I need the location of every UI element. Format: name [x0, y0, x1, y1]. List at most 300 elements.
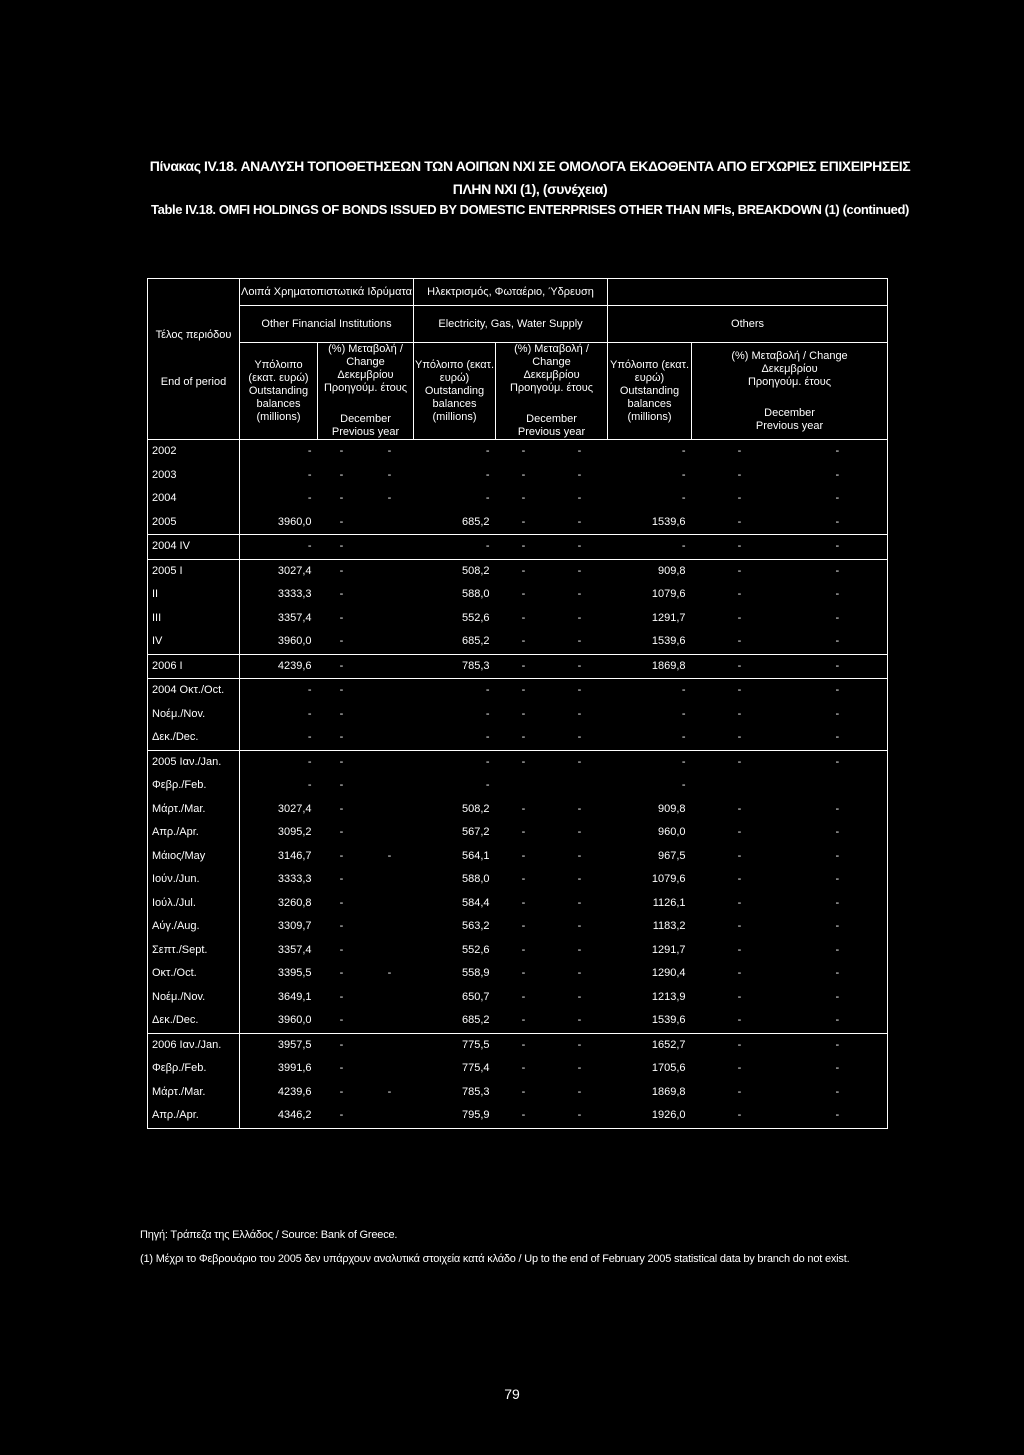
cell-outstanding: 3649,1 [240, 986, 318, 1010]
cell-outstanding: - [681, 492, 686, 505]
cell-change: - [737, 849, 742, 862]
table-row [148, 583, 888, 607]
cell-outstanding: 785,3 [414, 654, 496, 679]
cell-change: - [788, 1104, 888, 1128]
cell-change [366, 535, 414, 560]
cell-change: - [577, 990, 582, 1003]
cell-change: - [788, 654, 888, 679]
cell-outstanding: 584,4 [461, 896, 490, 909]
cell-change: - [692, 750, 788, 774]
table-row [148, 703, 888, 727]
cell-change: - [692, 1033, 788, 1057]
cell-change: - [737, 468, 742, 481]
cell-change: - [521, 826, 526, 839]
cell-change: - [788, 511, 888, 535]
row-period: III [148, 607, 240, 631]
cell-change: - [737, 990, 742, 1003]
cell-change: - [387, 849, 392, 862]
cell-outstanding: - [681, 468, 686, 481]
cell-change: - [339, 1085, 344, 1098]
cell-change: - [521, 731, 526, 744]
cell-change [366, 1057, 414, 1081]
cell-change: - [692, 535, 788, 560]
cell-change: - [521, 1062, 526, 1075]
cell-change: - [737, 588, 742, 601]
cell-outstanding: 1291,7 [651, 943, 686, 956]
cell-outstanding: 564,1 [461, 849, 490, 862]
cell-change: - [788, 487, 888, 511]
cell-outstanding: 3960,0 [240, 630, 318, 654]
table-row [148, 559, 888, 583]
row-period: 2004 IV [148, 535, 240, 560]
cell-outstanding: 552,6 [461, 943, 490, 956]
cell-change: - [387, 468, 392, 481]
cell-change: - [339, 873, 344, 886]
cell-change: - [339, 849, 344, 862]
cell-outstanding: 3260,8 [240, 892, 318, 916]
cell-change: - [788, 1033, 888, 1057]
cell-outstanding: 1705,6 [651, 1062, 686, 1075]
cell-outstanding: - [681, 731, 686, 744]
cell-outstanding: 508,2 [414, 559, 496, 583]
cell-outstanding: 1290,4 [651, 967, 686, 980]
cell-change: - [521, 635, 526, 648]
cell-change [366, 679, 414, 703]
cell-change [366, 798, 414, 822]
outstanding-header-2: Υπόλοιπο (εκατ. ευρώ) Outstanding balances (millions) [414, 343, 496, 440]
cell-change: - [737, 967, 742, 980]
cell-change: - [521, 873, 526, 886]
cell-outstanding: - [240, 774, 318, 798]
row-period: Μάρτ./Mar. [148, 1081, 240, 1105]
cell-change: - [788, 821, 888, 845]
cell-change: - [318, 750, 366, 774]
cell-outstanding: 588,0 [461, 873, 490, 886]
cell-outstanding: 685,2 [461, 635, 490, 648]
cell-outstanding: 1183,2 [652, 920, 686, 933]
cell-outstanding: 1926,0 [608, 1104, 692, 1128]
table-body [148, 440, 888, 1129]
cell-outstanding: 588,0 [461, 588, 490, 601]
cell-outstanding: 795,9 [414, 1104, 496, 1128]
source-note: Πηγή: Τράπεζα της Ελλάδος / Source: Bank of Greece. [140, 1229, 398, 1241]
cell-change: - [339, 1014, 344, 1027]
table-row [148, 892, 888, 916]
cell-change [366, 986, 414, 1010]
cell-change: - [788, 1009, 888, 1033]
cell-change: - [737, 1014, 742, 1027]
table-row [148, 962, 888, 986]
cell-change: - [339, 635, 344, 648]
change-header-1: (%) Μεταβολή / Change Δεκεμβρίου Προηγούμ. έτους December Previous year [318, 343, 414, 440]
group-header-gr-2: Ηλεκτρισμός, Φωταέριο, Ύδρευση [414, 279, 608, 306]
cell-change: - [318, 1033, 366, 1057]
cell-change: - [737, 1085, 742, 1098]
cell-outstanding: 3309,7 [240, 915, 318, 939]
cell-change: - [552, 535, 608, 560]
cell-outstanding: 563,2 [461, 920, 490, 933]
cell-outstanding: - [240, 487, 318, 511]
row-period: 2006 Ιαν./Jan. [148, 1033, 240, 1057]
cell-change: - [318, 679, 366, 703]
cell-outstanding: 3095,2 [240, 821, 318, 845]
row-period: Ιούλ./Jul. [148, 892, 240, 916]
cell-outstanding: 3333,3 [240, 868, 318, 892]
row-period: Μάρτ./Mar. [148, 798, 240, 822]
cell-change: - [692, 559, 788, 583]
cell-change: - [339, 802, 344, 815]
row-period: 2004 Οκτ./Oct. [148, 679, 240, 703]
cell-change: - [496, 1104, 552, 1128]
cell-outstanding: - [240, 679, 318, 703]
cell-change [692, 774, 788, 798]
cell-outstanding: - [240, 535, 318, 560]
cell-change: - [496, 750, 552, 774]
table-row [148, 1057, 888, 1081]
table-row [148, 868, 888, 892]
cell-change [788, 774, 888, 798]
row-period: Απρ./Apr. [148, 1104, 240, 1128]
cell-change [366, 511, 414, 535]
cell-outstanding: 1869,8 [608, 654, 692, 679]
cell-change: - [496, 440, 552, 464]
cell-change: - [339, 492, 344, 505]
cell-change: - [788, 630, 888, 654]
cell-change: - [318, 654, 366, 679]
table-row [148, 1033, 888, 1057]
cell-change: - [737, 802, 742, 815]
cell-change: - [521, 967, 526, 980]
table-row [148, 535, 888, 560]
cell-outstanding: - [608, 440, 692, 464]
cell-change [366, 559, 414, 583]
cell-outstanding: 685,2 [461, 515, 490, 528]
cell-outstanding: 1539,6 [651, 515, 686, 528]
cell-outstanding: 508,2 [461, 802, 490, 815]
cell-change: - [339, 967, 344, 980]
cell-change [496, 774, 552, 798]
cell-outstanding: 3146,7 [240, 845, 318, 869]
cell-change: - [496, 679, 552, 703]
cell-change: - [577, 1085, 582, 1098]
group-header-en-2: Electricity, Gas, Water Supply [414, 306, 608, 343]
cell-change: - [521, 849, 526, 862]
cell-outstanding: - [485, 492, 490, 505]
cell-change: - [788, 750, 888, 774]
cell-change: - [339, 920, 344, 933]
cell-change [366, 868, 414, 892]
table-row [148, 1104, 888, 1128]
cell-change [366, 774, 414, 798]
holdings-table [147, 278, 887, 1129]
cell-change: - [318, 1104, 366, 1128]
cell-change: - [692, 440, 788, 464]
cell-outstanding: - [414, 750, 496, 774]
cell-change: - [577, 707, 582, 720]
table-row [148, 607, 888, 631]
outstanding-header-1: Υπόλοιπο (εκατ. ευρώ) Outstanding balances (millions) [240, 343, 318, 440]
row-period: Σεπτ./Sept. [148, 939, 240, 963]
group-header-en-1: Other Financial Institutions [240, 306, 414, 343]
cell-change: - [788, 440, 888, 464]
cell-change: - [577, 873, 582, 886]
table-row [148, 1081, 888, 1105]
cell-outstanding: - [608, 535, 692, 560]
cell-change: - [577, 943, 582, 956]
cell-change: - [339, 611, 344, 624]
table-row [148, 798, 888, 822]
cell-outstanding: 567,2 [461, 826, 490, 839]
cell-outstanding: 1291,7 [651, 611, 686, 624]
cell-outstanding: 4346,2 [240, 1104, 318, 1128]
cell-change: - [552, 1104, 608, 1128]
cell-change: - [577, 635, 582, 648]
cell-change: - [737, 896, 742, 909]
cell-change: - [521, 468, 526, 481]
cell-change: - [496, 535, 552, 560]
cell-outstanding: 4239,6 [240, 1081, 318, 1105]
cell-change: - [521, 920, 526, 933]
cell-change: - [737, 611, 742, 624]
cell-change: - [577, 802, 582, 815]
cell-change [366, 915, 414, 939]
cell-change: - [552, 440, 608, 464]
cell-outstanding: 4239,6 [240, 654, 318, 679]
cell-change: - [788, 703, 888, 727]
table-row [148, 750, 888, 774]
row-period: Φεβρ./Feb. [148, 774, 240, 798]
cell-change: - [339, 468, 344, 481]
row-period: Αύγ./Aug. [148, 915, 240, 939]
cell-change [366, 1033, 414, 1057]
cell-outstanding: - [240, 726, 318, 750]
row-period: IV [148, 630, 240, 654]
cell-outstanding: - [485, 468, 490, 481]
cell-outstanding: 3027,4 [240, 559, 318, 583]
cell-outstanding: 558,9 [461, 967, 490, 980]
cell-outstanding: 967,5 [657, 849, 686, 862]
cell-outstanding: 685,2 [461, 1014, 490, 1027]
table-row [148, 440, 888, 464]
cell-change: - [737, 943, 742, 956]
cell-outstanding: 1079,6 [651, 588, 686, 601]
cell-change: - [788, 1081, 888, 1105]
title-greek-line-1: Πίνακας IV.18. ΑΝΑΛΥΣΗ ΤΟΠΟΘΕΤΗΣΕΩΝ ΤΩΝ ΑΟΙΠΩΝ ΝΧΙ ΣΕ ΟΜΟΛΟΓΑ ΕΚΔΟΘΕΝΤΑ ΑΠΟ ΕΓΧΩΡΙΕΣ ΕΠΙΧΕΙΡΗΣΕΙΣ [149, 158, 911, 174]
cell-change [366, 630, 414, 654]
cell-outstanding: - [240, 464, 318, 488]
cell-change: - [339, 779, 344, 792]
cell-change: - [788, 583, 888, 607]
cell-outstanding: 1079,6 [651, 873, 686, 886]
table-row [148, 915, 888, 939]
cell-outstanding: 552,6 [461, 611, 490, 624]
cell-change: - [577, 1062, 582, 1075]
cell-outstanding: 775,5 [414, 1033, 496, 1057]
cell-change: - [577, 896, 582, 909]
cell-change: - [577, 731, 582, 744]
cell-outstanding: 1539,6 [651, 635, 686, 648]
cell-change: - [788, 464, 888, 488]
cell-change [366, 607, 414, 631]
cell-change: - [788, 726, 888, 750]
cell-outstanding: - [414, 535, 496, 560]
cell-change: - [577, 849, 582, 862]
cell-change: - [788, 962, 888, 986]
cell-change: - [339, 990, 344, 1003]
cell-change: - [788, 845, 888, 869]
cell-change: - [521, 1014, 526, 1027]
table-row [148, 774, 888, 798]
cell-change: - [339, 588, 344, 601]
cell-change: - [788, 915, 888, 939]
cell-change: - [521, 707, 526, 720]
cell-outstanding: 3991,6 [240, 1057, 318, 1081]
change-header-2: (%) Μεταβολή / Change Δεκεμβρίου Προηγούμ. έτους December Previous year [496, 343, 608, 440]
cell-change: - [552, 750, 608, 774]
cell-change: - [577, 826, 582, 839]
cell-change: - [387, 967, 392, 980]
cell-change: - [577, 588, 582, 601]
cell-outstanding: - [608, 750, 692, 774]
change-header-3: (%) Μεταβολή / Change Δεκεμβρίου Προηγούμ. έτους December Previous year [692, 343, 888, 440]
cell-change: - [318, 535, 366, 560]
row-period: 2005 Ιαν./Jan. [148, 750, 240, 774]
cell-change: - [788, 986, 888, 1010]
cell-outstanding: - [608, 679, 692, 703]
cell-outstanding: 1539,6 [651, 1014, 686, 1027]
cell-change: - [496, 559, 552, 583]
page-number: 79 [504, 1386, 520, 1402]
cell-change: - [521, 1085, 526, 1098]
cell-change: - [788, 1057, 888, 1081]
table-row [148, 654, 888, 679]
cell-change: - [737, 873, 742, 886]
cell-change: - [577, 468, 582, 481]
cell-change: - [552, 679, 608, 703]
cell-change: - [521, 515, 526, 528]
row-period: II [148, 583, 240, 607]
cell-change: - [521, 990, 526, 1003]
row-period: Δεκ./Dec. [148, 1009, 240, 1033]
table-row [148, 464, 888, 488]
cell-outstanding: 1126,1 [652, 896, 686, 909]
cell-change [366, 1104, 414, 1128]
table-row [148, 511, 888, 535]
cell-change: - [692, 1104, 788, 1128]
cell-change: - [692, 654, 788, 679]
cell-change: - [788, 679, 888, 703]
cell-outstanding: - [240, 440, 318, 464]
row-period: Νοέμ./Nov. [148, 986, 240, 1010]
cell-outstanding: 3957,5 [240, 1033, 318, 1057]
cell-outstanding: - [414, 679, 496, 703]
cell-outstanding: 3357,4 [240, 939, 318, 963]
row-period: 2006 I [148, 654, 240, 679]
row-period: Νοέμ./Nov. [148, 703, 240, 727]
table-row [148, 986, 888, 1010]
cell-change [366, 939, 414, 963]
cell-change: - [339, 731, 344, 744]
row-period: Φεβρ./Feb. [148, 1057, 240, 1081]
cell-change: - [521, 943, 526, 956]
row-period: Δεκ./Dec. [148, 726, 240, 750]
cell-change: - [577, 920, 582, 933]
cell-change: - [577, 1014, 582, 1027]
cell-outstanding: 3960,0 [240, 511, 318, 535]
cell-change: - [521, 492, 526, 505]
cell-outstanding: 1652,7 [608, 1033, 692, 1057]
row-period: 2005 [148, 511, 240, 535]
cell-outstanding: 960,0 [657, 826, 686, 839]
cell-change: - [788, 892, 888, 916]
cell-change: - [366, 440, 414, 464]
cell-change: - [577, 492, 582, 505]
cell-outstanding: 1869,8 [651, 1085, 686, 1098]
table-row [148, 1009, 888, 1033]
cell-outstanding: - [485, 731, 490, 744]
cell-change: - [339, 707, 344, 720]
cell-change [366, 654, 414, 679]
cell-change [366, 821, 414, 845]
cell-change [366, 703, 414, 727]
cell-outstanding: 775,4 [461, 1062, 490, 1075]
cell-change: - [552, 1033, 608, 1057]
outstanding-header-3: Υπόλοιπο (εκατ. ευρώ) Outstanding balances (millions) [608, 343, 692, 440]
cell-change: - [521, 588, 526, 601]
cell-change: - [737, 635, 742, 648]
cell-change: - [737, 707, 742, 720]
cell-change: - [788, 535, 888, 560]
cell-change: - [496, 1033, 552, 1057]
cell-change: - [521, 802, 526, 815]
cell-change [366, 726, 414, 750]
row-period: 2005 I [148, 559, 240, 583]
cell-change: - [737, 515, 742, 528]
cell-change: - [788, 607, 888, 631]
cell-outstanding: 3333,3 [240, 583, 318, 607]
row-period: 2004 [148, 487, 240, 511]
cell-change: - [496, 654, 552, 679]
cell-outstanding: 3027,4 [240, 798, 318, 822]
cell-outstanding: - [240, 703, 318, 727]
table-row [148, 726, 888, 750]
row-period: Οκτ./Oct. [148, 962, 240, 986]
cell-change: - [387, 1085, 392, 1098]
row-period: Απρ./Apr. [148, 821, 240, 845]
group-header-en-3: Others [608, 306, 888, 343]
cell-outstanding: - [485, 779, 490, 792]
cell-change [552, 774, 608, 798]
period-header: Τέλος περιόδου End of period [148, 279, 240, 440]
cell-outstanding: - [414, 440, 496, 464]
row-period: 2003 [148, 464, 240, 488]
group-header-gr-1: Λοιπά Χρηματοπιστωτικά Ιδρύματα [240, 279, 414, 306]
cell-change: - [737, 826, 742, 839]
cell-change: - [552, 559, 608, 583]
cell-change [366, 892, 414, 916]
table-row [148, 630, 888, 654]
cell-change [366, 1009, 414, 1033]
cell-change: - [788, 939, 888, 963]
table-row [148, 845, 888, 869]
cell-change: - [737, 920, 742, 933]
table-row [148, 679, 888, 703]
cell-change: - [521, 611, 526, 624]
cell-change: - [339, 896, 344, 909]
cell-change: - [737, 492, 742, 505]
cell-change: - [339, 943, 344, 956]
cell-change [366, 583, 414, 607]
